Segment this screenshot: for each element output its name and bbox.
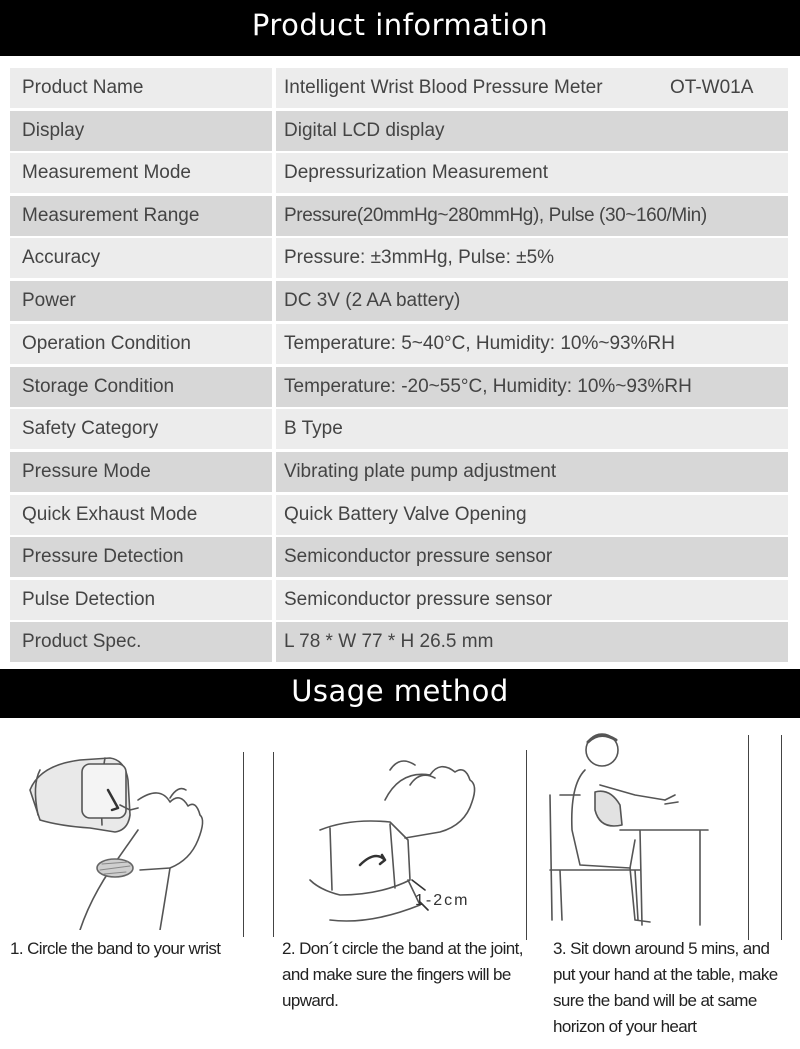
spec-value: Semiconductor pressure sensor: [276, 537, 788, 577]
gap-label: 1-2cm: [415, 892, 470, 909]
spec-label: Power: [10, 281, 272, 321]
usage-method-title: Usage method: [291, 674, 509, 708]
spec-row-accuracy: [10, 238, 788, 278]
spec-value: Vibrating plate pump adjustment: [276, 452, 788, 492]
spec-row-safety-category: [10, 409, 788, 449]
divider-line: [748, 735, 749, 940]
spec-label: Storage Condition: [10, 367, 272, 407]
divider-line: [781, 735, 782, 940]
spec-label: Pressure Detection: [10, 537, 272, 577]
spec-label: Product Name: [10, 68, 272, 108]
spec-label: Display: [10, 111, 272, 151]
model-number: OT-W01A: [670, 77, 754, 98]
spec-row-display: [10, 111, 788, 151]
spec-label: Pressure Mode: [10, 452, 272, 492]
spec-label: Product Spec.: [10, 622, 272, 662]
spec-row-pressure-mode: [10, 452, 788, 492]
spec-value: Digital LCD display: [276, 111, 788, 151]
usage-method-banner: [0, 669, 800, 718]
spec-label: Accuracy: [10, 238, 272, 278]
product-information-title: Product information: [251, 8, 549, 42]
spec-value: Depressurization Measurement: [276, 153, 788, 193]
spec-label: Measurement Mode: [10, 153, 272, 193]
joint-gap-illustration: [290, 730, 530, 930]
spec-value: DC 3V (2 AA battery): [276, 281, 788, 321]
spec-label: Safety Category: [10, 409, 272, 449]
spec-value: L 78 * W 77 * H 26.5 mm: [276, 622, 788, 662]
spec-row-product-name: [10, 68, 788, 108]
spec-row-power: [10, 281, 788, 321]
step-1-text: 1. Circle the band to your wrist: [10, 939, 221, 958]
seated-posture-illustration: [540, 730, 710, 930]
spec-label: Pulse Detection: [10, 580, 272, 620]
spec-value: Temperature: -20~55°C, Humidity: 10%~93%RH: [276, 367, 788, 407]
spec-row-measurement-mode: [10, 153, 788, 193]
step-2-text: 2. Don´t circle the band at the joint, and make sure the fingers will be upward.: [282, 939, 523, 1010]
spec-row-operation-condition: [10, 324, 788, 364]
spec-row-storage-condition: [10, 367, 788, 407]
wrist-band-illustration: [20, 730, 240, 930]
step-3-text: 3. Sit down around 5 mins, and put your hand at the table, make sure the band will be at same horizon of your heart: [553, 939, 778, 1036]
spec-label: Quick Exhaust Mode: [10, 495, 272, 535]
spec-value: Pressure: ±3mmHg, Pulse: ±5%: [276, 238, 788, 278]
spec-label: Measurement Range: [10, 196, 272, 236]
spec-value-text: Intelligent Wrist Blood Pressure Meter: [284, 77, 603, 98]
divider-line: [273, 752, 274, 937]
spec-value: Semiconductor pressure sensor: [276, 580, 788, 620]
spec-row-pressure-detection: [10, 537, 788, 577]
spec-value: B Type: [276, 409, 788, 449]
product-information-banner: [0, 0, 800, 56]
spec-row-measurement-range: [10, 196, 788, 236]
spec-row-product-spec: [10, 622, 788, 662]
spec-row-pulse-detection: [10, 580, 788, 620]
spec-row-quick-exhaust-mode: [10, 495, 788, 535]
spec-value: Quick Battery Valve Opening: [276, 495, 788, 535]
divider-line: [526, 750, 527, 940]
spec-label: Operation Condition: [10, 324, 272, 364]
divider-line: [243, 752, 244, 937]
spec-value: Temperature: 5~40°C, Humidity: 10%~93%RH: [276, 324, 788, 364]
spec-value: Pressure(20mmHg~280mmHg), Pulse (30~160/Min): [276, 196, 788, 236]
spec-value: [276, 68, 788, 108]
